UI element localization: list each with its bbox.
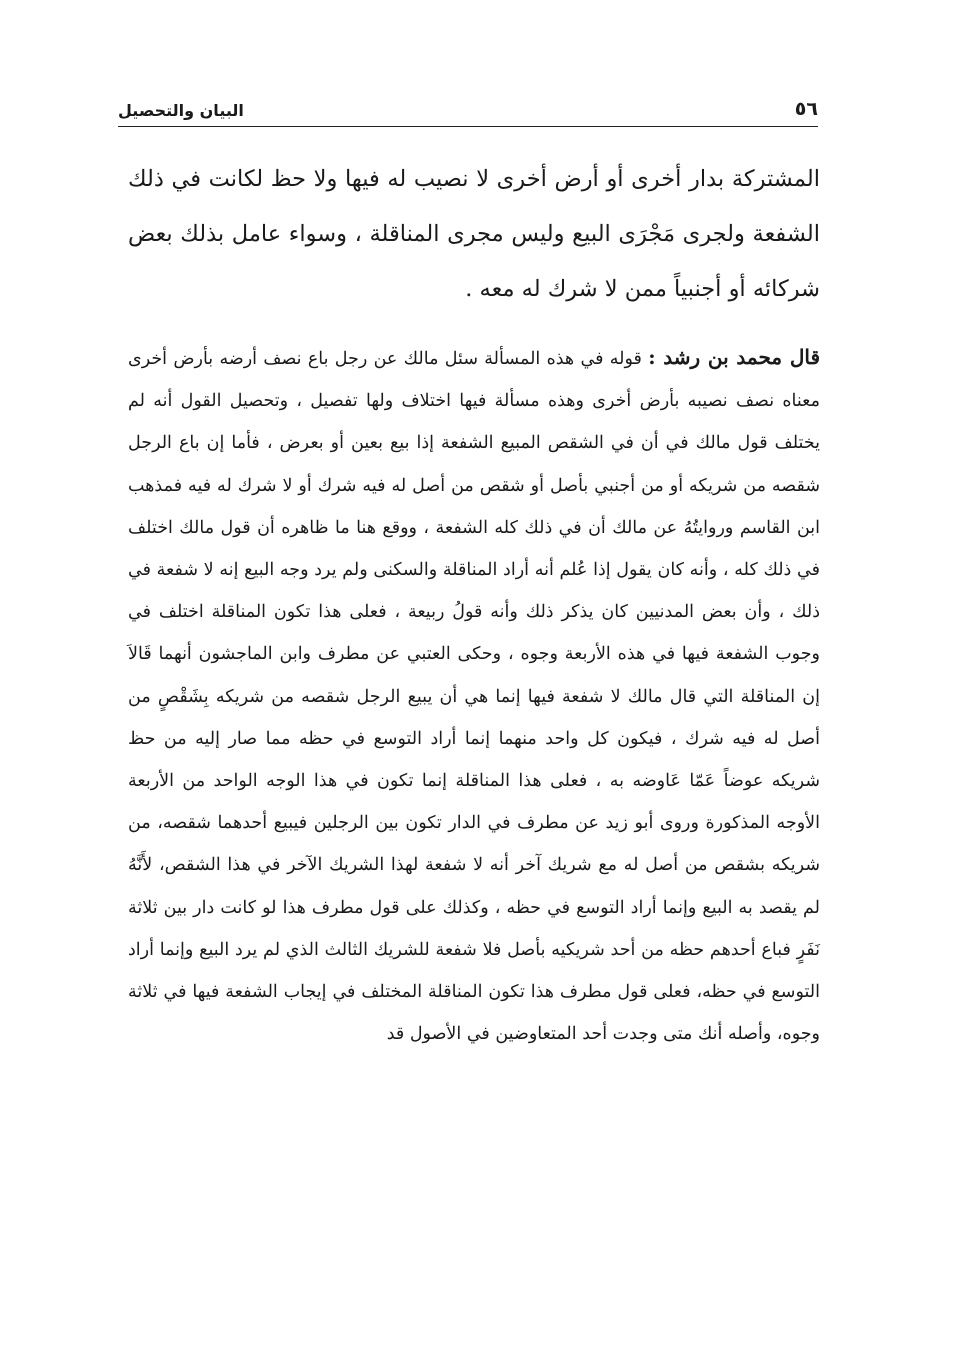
main-text-block <box>128 152 820 317</box>
commentary-speaker: قال محمد بن رشد : <box>648 345 820 369</box>
commentary-text: قوله في هذه المسألة سئل مالك عن رجل باع نصف أرضه بأرض أخرى معناه نصف نصيبه بأرض أخرى وهذه مسألة فيها اختلاف ولها تفصيل ، وتحصيل القول أنه لم يختلف قول مالك في أن في الشقص المبيع الشفعة إذا بيع بعين أو بعرض ، فأما إن باع الرجل شقصه من شريكه أو من أجنبي بأصل أو شقص من أصل له فيه شرك أو لا شرك له فيه فمذهب ابن القاسم وروايتُهُ عن مالك أن في ذلك كله الشفعة ، ووقع هنا ما ظاهره أن قول مالك اختلف في ذلك كله ، وأنه كان يقول إذا عُلم أنه أراد المناقلة والسكنى ولم يرد وجه البيع إنه لا شفعة في ذلك ، وأن بعض المدنيين كان يذكر ذلك وأنه قولُ ربيعة ، فعلى هذا تكون المناقلة اختلف في وجوب الشفعة فيها في هذه الأربعة وجوه ، وحكى العتبي عن مطرف وابن الماجشون أنهما قَالاَ إن المناقلة التي قال مالك لا شفعة فيها إنما هي أن يبيع الرجل شقصه من شريكه بِشَقْصٍ من أصل له فيه شرك ، فيكون كل واحد منهما إنما أراد التوسع في حظه مما صار إليه من حظ شريكه عوضاً عَمّا عَاوضه به ، فعلى هذا المناقلة إنما تكون في هذا الوجه الواحد من الأربعة الأوجه المذكورة وروى أبو زيد عن مطرف في الدار تكون بين الرجلين فيبيع أحدهما شقصه، من شريكه بشقص من أصل له مع شريك آخر أنه لا شفعة لهذا الشريك الآخر في هذا الشقص، لأَنَّهُ لم يقصد به البيع وإنما أراد التوسع في حظه ، وكذلك على قول مطرف هذا لو كانت دار بين ثلاثة نَفَرٍ فباع أحدهم حظه من أحد شريكيه بأصل فلا شفعة للشريك الثالث الذي لم يرد البيع وإنما أراد التوسع في حظه، فعلى قول مطرف هذا تكون المناقلة المختلف في إيجاب الشفعة فيها في ثلاثة وجوه، وأصله أنك متى وجدت أحد المتعاوضين في الأصول قد <box>128 349 820 1045</box>
page-header <box>118 92 818 127</box>
commentary-block <box>128 336 820 1055</box>
running-title: البيان والتحصيل <box>118 101 244 120</box>
page-number: ٥٦ <box>794 98 818 120</box>
main-text-paragraph: المشتركة بدار أخرى أو أرض أخرى لا نصيب له فيها ولا حظ لكانت في ذلك الشفعة ولجرى مَجْرَى البيع وليس مجرى المناقلة ، وسواء عامل بذلك بعض شركائه أو أجنبياً ممن لا شرك له معه . <box>128 166 820 302</box>
commentary-paragraph <box>128 336 820 1055</box>
